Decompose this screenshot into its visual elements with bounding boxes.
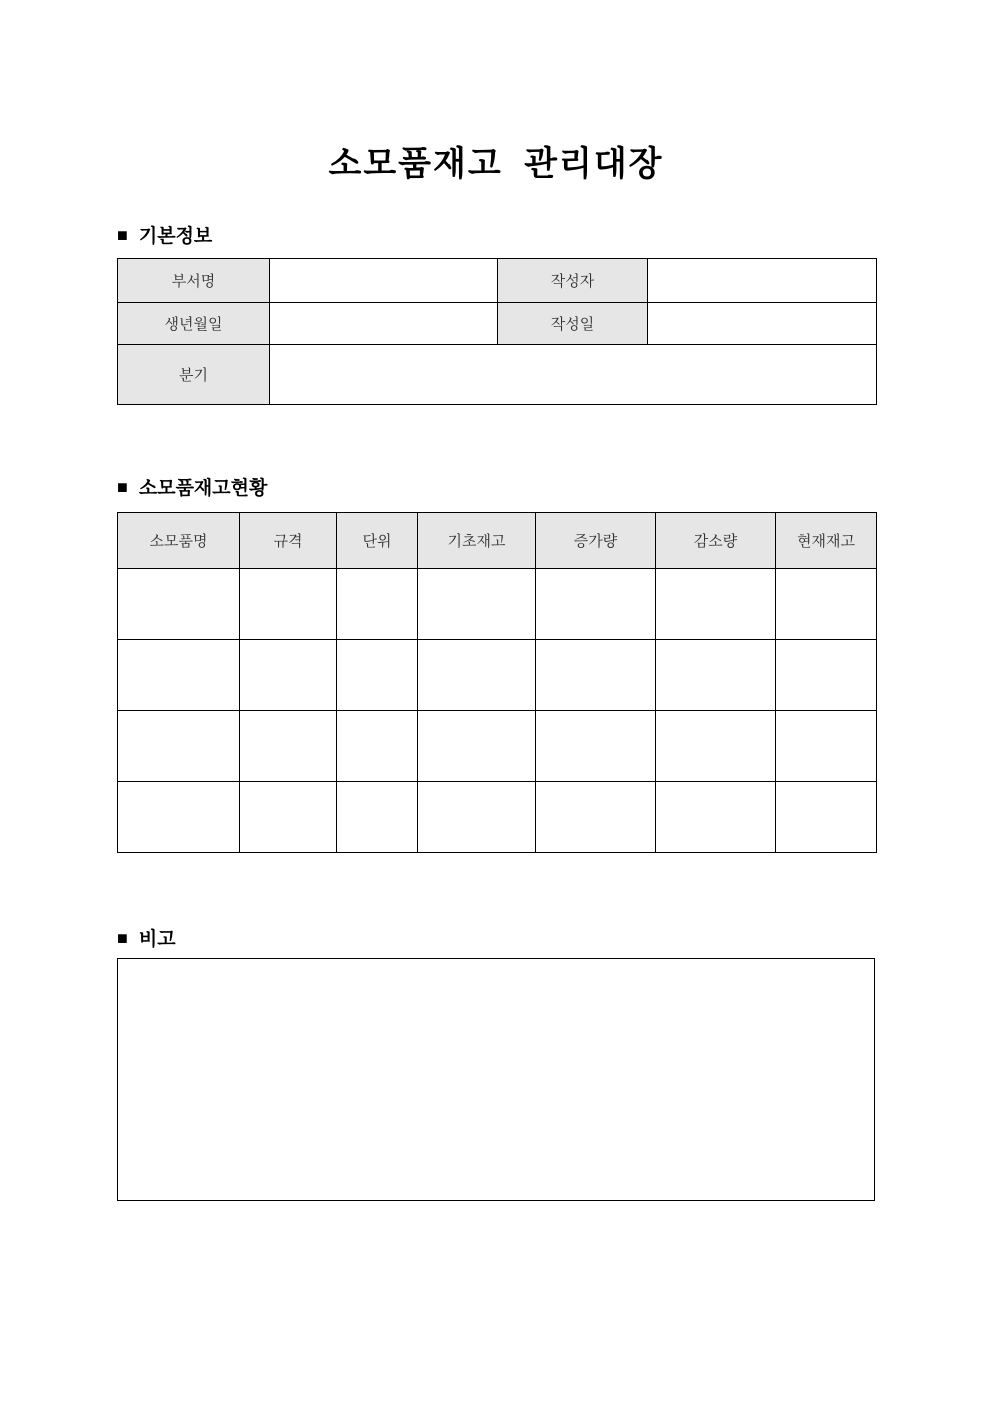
field-value-quarter[interactable]: [270, 345, 877, 405]
column-header-item-name: 소모품명: [118, 513, 240, 569]
remarks-box[interactable]: [117, 958, 875, 1201]
section-header-basic-info: [117, 221, 212, 248]
table-cell[interactable]: [118, 640, 240, 711]
table-cell[interactable]: [656, 640, 776, 711]
table-cell[interactable]: [536, 569, 656, 640]
section-label-remarks: 비고: [138, 929, 176, 950]
table-cell[interactable]: [240, 711, 337, 782]
table-cell[interactable]: [536, 782, 656, 853]
table-cell[interactable]: [776, 569, 877, 640]
table-cell[interactable]: [418, 711, 536, 782]
table-cell[interactable]: [240, 782, 337, 853]
table-cell[interactable]: [337, 782, 418, 853]
column-header-increase: 증가량: [536, 513, 656, 569]
table-cell[interactable]: [536, 640, 656, 711]
section-header-inventory: [117, 473, 267, 500]
section-header-remarks: [117, 924, 176, 951]
table-cell[interactable]: [118, 711, 240, 782]
table-cell[interactable]: [776, 711, 877, 782]
field-label-author: 작성자: [498, 259, 648, 303]
column-header-current-stock: 현재재고: [776, 513, 877, 569]
table-cell[interactable]: [656, 569, 776, 640]
column-header-unit: 단위: [337, 513, 418, 569]
basic-info-table: [117, 258, 877, 405]
inventory-row: [118, 782, 877, 853]
field-value-birth-date[interactable]: [270, 303, 498, 345]
table-cell[interactable]: [337, 569, 418, 640]
field-label-department: 부서명: [118, 259, 270, 303]
field-label-date-written: 작성일: [498, 303, 648, 345]
inventory-header-row: [118, 513, 877, 569]
table-cell[interactable]: [337, 640, 418, 711]
table-cell[interactable]: [418, 640, 536, 711]
section-label-inventory: 소모품재고현황: [138, 478, 268, 499]
table-cell[interactable]: [118, 569, 240, 640]
section-bullet-icon: ■: [117, 224, 128, 245]
table-cell[interactable]: [536, 711, 656, 782]
inventory-table: [117, 512, 877, 853]
field-value-department[interactable]: [270, 259, 498, 303]
table-cell[interactable]: [418, 569, 536, 640]
table-cell[interactable]: [776, 782, 877, 853]
table-cell[interactable]: [240, 569, 337, 640]
table-cell[interactable]: [118, 782, 240, 853]
inventory-row: [118, 711, 877, 782]
column-header-decrease: 감소량: [656, 513, 776, 569]
column-header-beginning-stock: 기초재고: [418, 513, 536, 569]
field-value-date-written[interactable]: [648, 303, 877, 345]
inventory-row: [118, 640, 877, 711]
section-bullet-icon: ■: [117, 476, 128, 497]
table-cell[interactable]: [337, 711, 418, 782]
field-label-quarter: 분기: [118, 345, 270, 405]
table-cell[interactable]: [240, 640, 337, 711]
inventory-row: [118, 569, 877, 640]
field-label-birth-date: 생년월일: [118, 303, 270, 345]
table-cell[interactable]: [656, 782, 776, 853]
field-value-author[interactable]: [648, 259, 877, 303]
page-title: 소모품재고 관리대장: [328, 145, 664, 183]
table-cell[interactable]: [418, 782, 536, 853]
section-bullet-icon: ■: [117, 927, 128, 948]
section-label-basic-info: 기본정보: [138, 226, 213, 247]
column-header-spec: 규격: [240, 513, 337, 569]
table-cell[interactable]: [656, 711, 776, 782]
table-cell[interactable]: [776, 640, 877, 711]
